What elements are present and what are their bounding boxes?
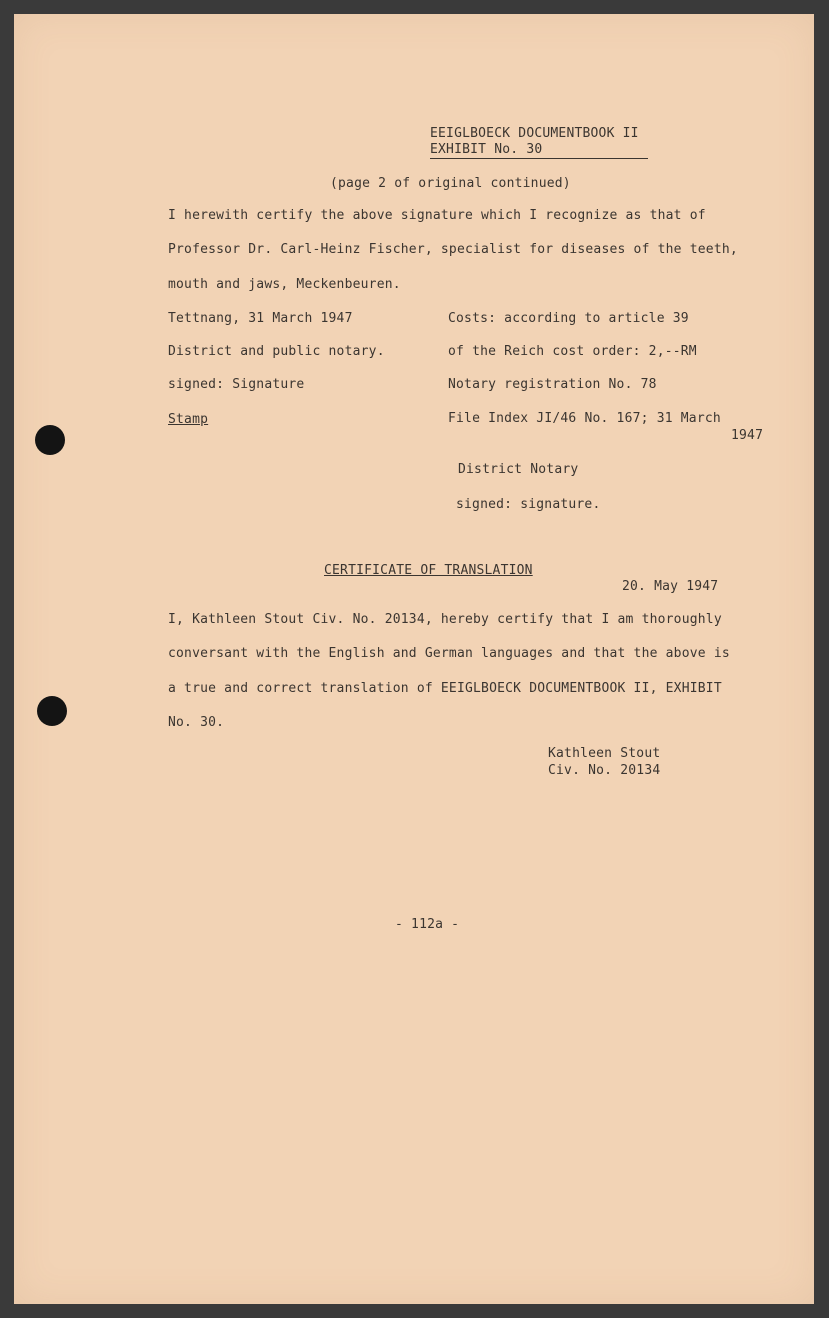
certification-line: mouth and jaws, Meckenbeuren. [168,277,401,292]
continuation-note: (page 2 of original continued) [330,176,571,191]
certification-line: I herewith certify the above signature which I recognize as that of [168,208,706,223]
costs-line: Costs: according to article 39 [448,311,689,326]
punch-hole [37,696,67,726]
certification-line: Professor Dr. Carl-Heinz Fischer, specialist for diseases of the teeth, [168,242,738,257]
page-number: - 112a - [395,917,460,932]
documentbook-title: EEIGLBOECK DOCUMENTBOOK II [430,126,639,141]
notary-place-date: Tettnang, 31 March 1947 [168,311,353,326]
translator-name: Kathleen Stout [548,746,661,761]
stamp-label: Stamp [168,412,209,427]
translation-date: 20. May 1947 [622,579,719,594]
translation-heading: CERTIFICATE OF TRANSLATION [324,563,533,578]
translation-line: No. 30. [168,715,225,730]
translation-line: conversant with the English and German languages and that the above is [168,646,730,661]
file-index: File Index JI/46 No. 167; 31 March [448,411,721,426]
translation-line: a true and correct translation of EEIGLBOECK DOCUMENTBOOK II, EXHIBIT [168,681,722,696]
notary-registration: Notary registration No. 78 [448,377,657,392]
exhibit-number: EXHIBIT No. 30 [430,142,648,159]
district-notary-signed: signed: signature. [456,497,601,512]
file-index-year: 1947 [731,428,764,443]
notary-signed: signed: Signature [168,377,305,392]
punch-hole [35,425,65,455]
notary-title: District and public notary. [168,344,385,359]
translation-line: I, Kathleen Stout Civ. No. 20134, hereby certify that I am thoroughly [168,612,722,627]
translator-civ-number: Civ. No. 20134 [548,763,661,778]
cost-order-line: of the Reich cost order: 2,--RM [448,344,697,359]
district-notary-title: District Notary [458,462,579,477]
